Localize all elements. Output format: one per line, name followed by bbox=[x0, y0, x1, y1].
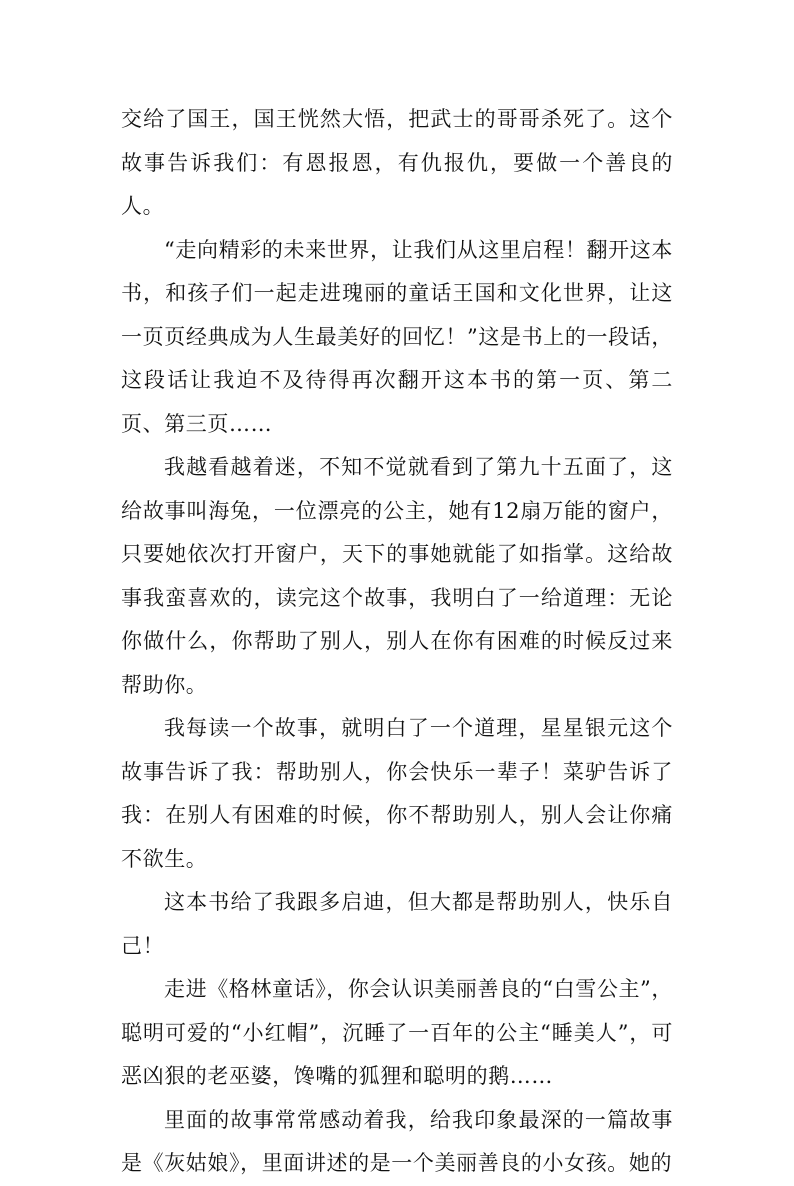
paragraph: 这本书给了我跟多启迪，但大都是帮助别人，快乐自己！ bbox=[121, 890, 673, 958]
paragraph: “走向精彩的未来世界，让我们从这里启程！翻开这本书，和孩子们一起走进瑰丽的童话王国和文化世界，让这一页页经典成为人生最美好的回忆！”这是书上的一段话，这段话让我迫不及待得再次翻开这本书的第一页、第二页、第三页…… bbox=[121, 237, 673, 436]
paragraph: 我每读一个故事，就明白了一个道理，星星银元这个故事告诉了我：帮助别人，你会快乐一辈子！菜驴告诉了我：在别人有困难的时候，你不帮助别人，别人会让你痛不欲生。 bbox=[121, 716, 673, 871]
paragraph: 里面的故事常常感动着我，给我印象最深的一篇故事是《灰姑娘》，里面讲述的是一个美丽善良的小女孩。她的 bbox=[121, 1107, 673, 1175]
document-body bbox=[121, 98, 673, 1186]
paragraph: 交给了国王，国王恍然大悟，把武士的哥哥杀死了。这个故事告诉我们：有恩报恩，有仇报仇，要做一个善良的人。 bbox=[121, 107, 673, 218]
paragraph: 走进《格林童话》，你会认识美丽善良的“白雪公主”，聪明可爱的“小红帽”，沉睡了一百年的公主“睡美人”，可恶凶狠的老巫婆，馋嘴的狐狸和聪明的鹅…… bbox=[121, 977, 673, 1088]
paragraph: 我越看越着迷，不知不觉就看到了第九十五面了，这给故事叫海兔，一位漂亮的公主，她有12扇万能的窗户，只要她依次打开窗户，天下的事她就能了如指掌。这给故事我蛮喜欢的，读完这个故事，我明白了一给道理：无论你做什么，你帮助了别人，别人在你有困难的时候反过来帮助你。 bbox=[121, 455, 673, 697]
